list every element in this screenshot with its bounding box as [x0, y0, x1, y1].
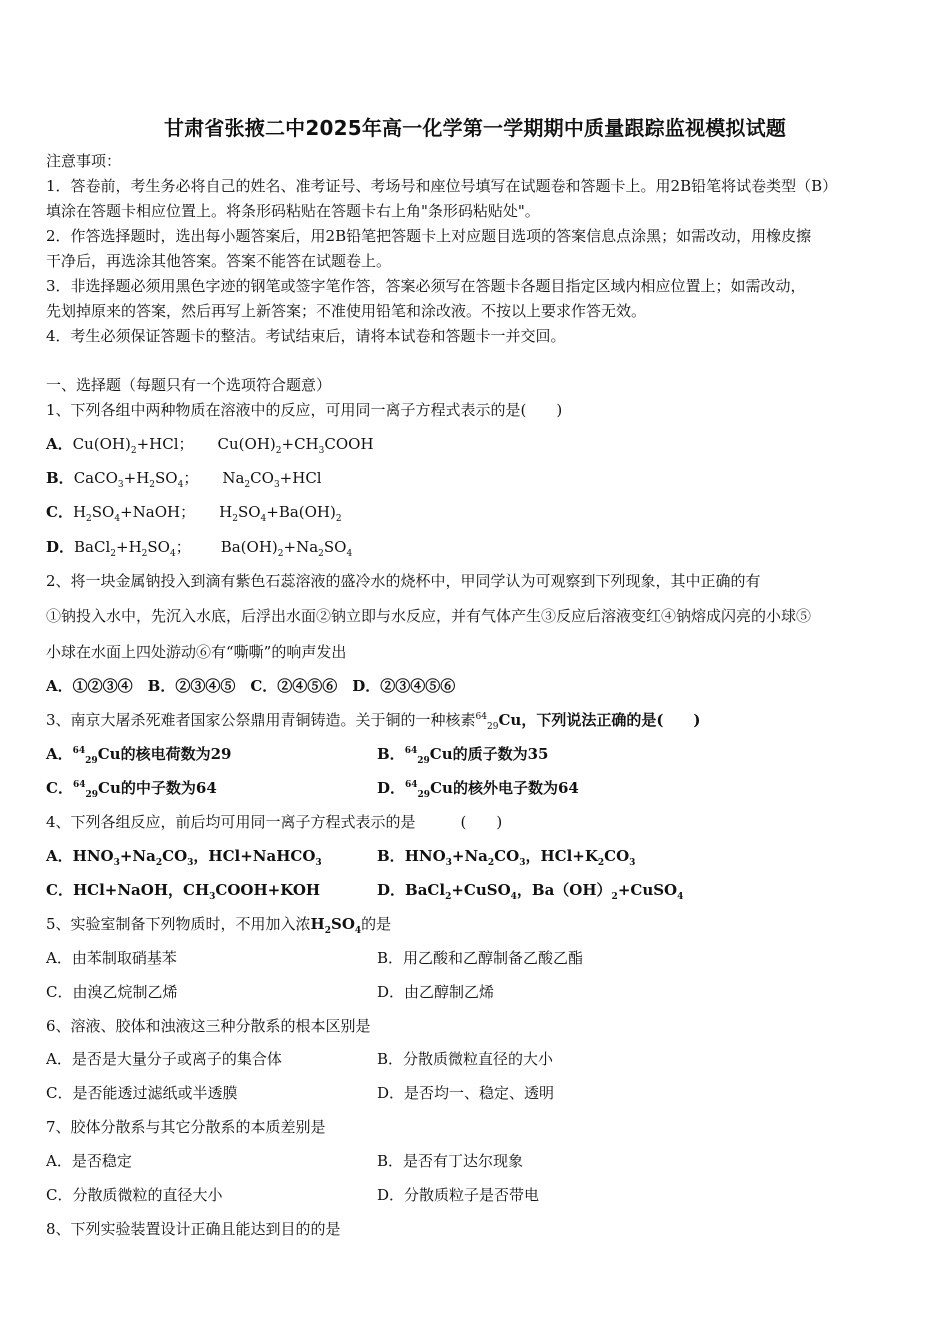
- q6-stem: 6、溶液、胶体和浊液这三种分散系的根本区别是: [46, 1017, 371, 1035]
- q6-option-a: A．是否是大量分子或离子的集合体: [46, 1050, 282, 1068]
- q2-stem: 2、将一块金属钠投入到滴有紫色石蕊溶液的盛冷水的烧杯中，甲同学认为可观察到下列现象，其中正确的有: [46, 572, 761, 590]
- q1-option-d: D．$BaCl_2+H_2SO_4$； $Ba(OH)_2+Na_2SO_4$: [46, 538, 353, 559]
- q1-option-a: A．$Cu(OH)_2+HCl$； $Cu(OH)_2+CH_3COOH$: [46, 435, 374, 456]
- notice-line: 干净后，再选涂其他答案。答案不能答在试题卷上。: [46, 252, 392, 270]
- q2-stem-line-2: ①钠投入水中，先沉入水底，后浮出水面②钠立即与水反应，并有气体产生③反应后溶液变红④钠熔成闪亮的小球⑤: [46, 607, 812, 625]
- notice-heading: 注意事项：: [46, 152, 122, 170]
- q1-option-c: C．$H_2SO_4+NaOH$； $H_2SO_4+Ba(OH)_2$: [46, 503, 342, 524]
- q5-option-c: C．由溴乙烷制乙烯: [46, 983, 178, 1001]
- q7-option-a: A．是否稳定: [46, 1152, 132, 1170]
- q5-option-a: A．由苯制取硝基苯: [46, 949, 177, 967]
- section-heading: 一、选择题（每题只有一个选项符合题意）: [46, 376, 332, 394]
- q5-option-d: D．由乙醇制乙烯: [377, 983, 495, 1001]
- q8-stem: 8、下列实验装置设计正确且能达到目的的是: [46, 1220, 341, 1238]
- q2-options: A．①②③④ B．②③④⑤ C．②④⑤⑥ D．②③④⑤⑥: [46, 677, 456, 695]
- q7-option-b: B．是否有丁达尔现象: [377, 1152, 524, 1170]
- q7-stem: 7、胶体分散系与其它分散系的本质差别是: [46, 1118, 326, 1136]
- notice-line: 4．考生必须保证答题卡的整洁。考试结束后，请将本试卷和答题卡一并交回。: [46, 327, 566, 345]
- notice-line: 3．非选择题必须用黑色字迹的钢笔或签字笔作答，答案必须写在答题卡各题目指定区域内相应位置上；如需改动，: [46, 277, 806, 295]
- q1-stem: 1、下列各组中两种物质在溶液中的反应，可用同一离子方程式表示的是( ): [46, 401, 563, 419]
- q3-option-c: C．$^{64}_{29}$Cu的中子数为64: [46, 779, 217, 800]
- page-title: 甘肃省张掖二中2025年高一化学第一学期期中质量跟踪监视模拟试题: [163, 116, 787, 140]
- q3-option-b: B．$^{64}_{29}$Cu的质子数为35: [377, 745, 549, 766]
- notice-line: 1．答卷前，考生务必将自己的姓名、准考证号、考场号和座位号填写在试题卷和答题卡上。用2B铅笔将试卷类型（B）: [46, 177, 838, 195]
- q6-option-c: C．是否能透过滤纸或半透膜: [46, 1084, 238, 1102]
- q2-stem-line-3: 小球在水面上四处游动⑥有“嘶嘶”的响声发出: [46, 643, 347, 661]
- q4-option-b: B．$HNO_3+Na_2CO_3$，$HCl+K_2CO_3$: [377, 847, 636, 868]
- q6-option-b: B．分散质微粒直径的大小: [377, 1050, 554, 1068]
- q1-option-b: B．$CaCO_3+H_2SO_4$； $Na_2CO_3+HCl$: [46, 469, 322, 490]
- q3-stem: 3、南京大屠杀死难者国家公祭鼎用青铜铸造。关于铜的一种核素$^{64}_{29}$Cu，下列说法正确的是( ): [46, 711, 701, 732]
- q4-stem: 4、下列各组反应，前后均可用同一离子方程式表示的是 ( ): [46, 813, 503, 831]
- q3-option-d: D．$^{64}_{29}$Cu的核外电子数为64: [377, 779, 579, 800]
- q4-option-c: C．HCl+NaOH，$CH_3COOH+KOH$: [46, 881, 321, 902]
- q6-option-d: D．是否均一、稳定、透明: [377, 1084, 555, 1102]
- q3-option-a: A．$^{64}_{29}$Cu的核电荷数为29: [46, 745, 232, 766]
- notice-line: 填涂在答题卡相应位置上。将条形码粘贴在答题卡右上角"条形码粘贴处"。: [46, 202, 540, 220]
- q4-option-a: A．$HNO_3+Na_2CO_3$，HCl+NaHCO$_3$: [46, 847, 322, 868]
- q5-stem: 5、实验室制备下列物质时，不用加入浓$H_2SO_4$的是: [46, 915, 392, 936]
- q7-option-d: D．分散质粒子是否带电: [377, 1186, 540, 1204]
- notice-line: 先划掉原来的答案，然后再写上新答案；不准使用铅笔和涂改液。不按以上要求作答无效。: [46, 302, 647, 320]
- notice-line: 2．作答选择题时，选出每小题答案后，用2B铅笔把答题卡上对应题目选项的答案信息点涂黑；如需改动，用橡皮擦: [46, 227, 812, 245]
- q7-option-c: C．分散质微粒的直径大小: [46, 1186, 223, 1204]
- q5-option-b: B．用乙酸和乙醇制备乙酸乙酯: [377, 949, 584, 967]
- q4-option-d: D．BaCl$_2$+CuSO$_4$，$Ba(OH)_2+CuSO_4$: [377, 881, 684, 902]
